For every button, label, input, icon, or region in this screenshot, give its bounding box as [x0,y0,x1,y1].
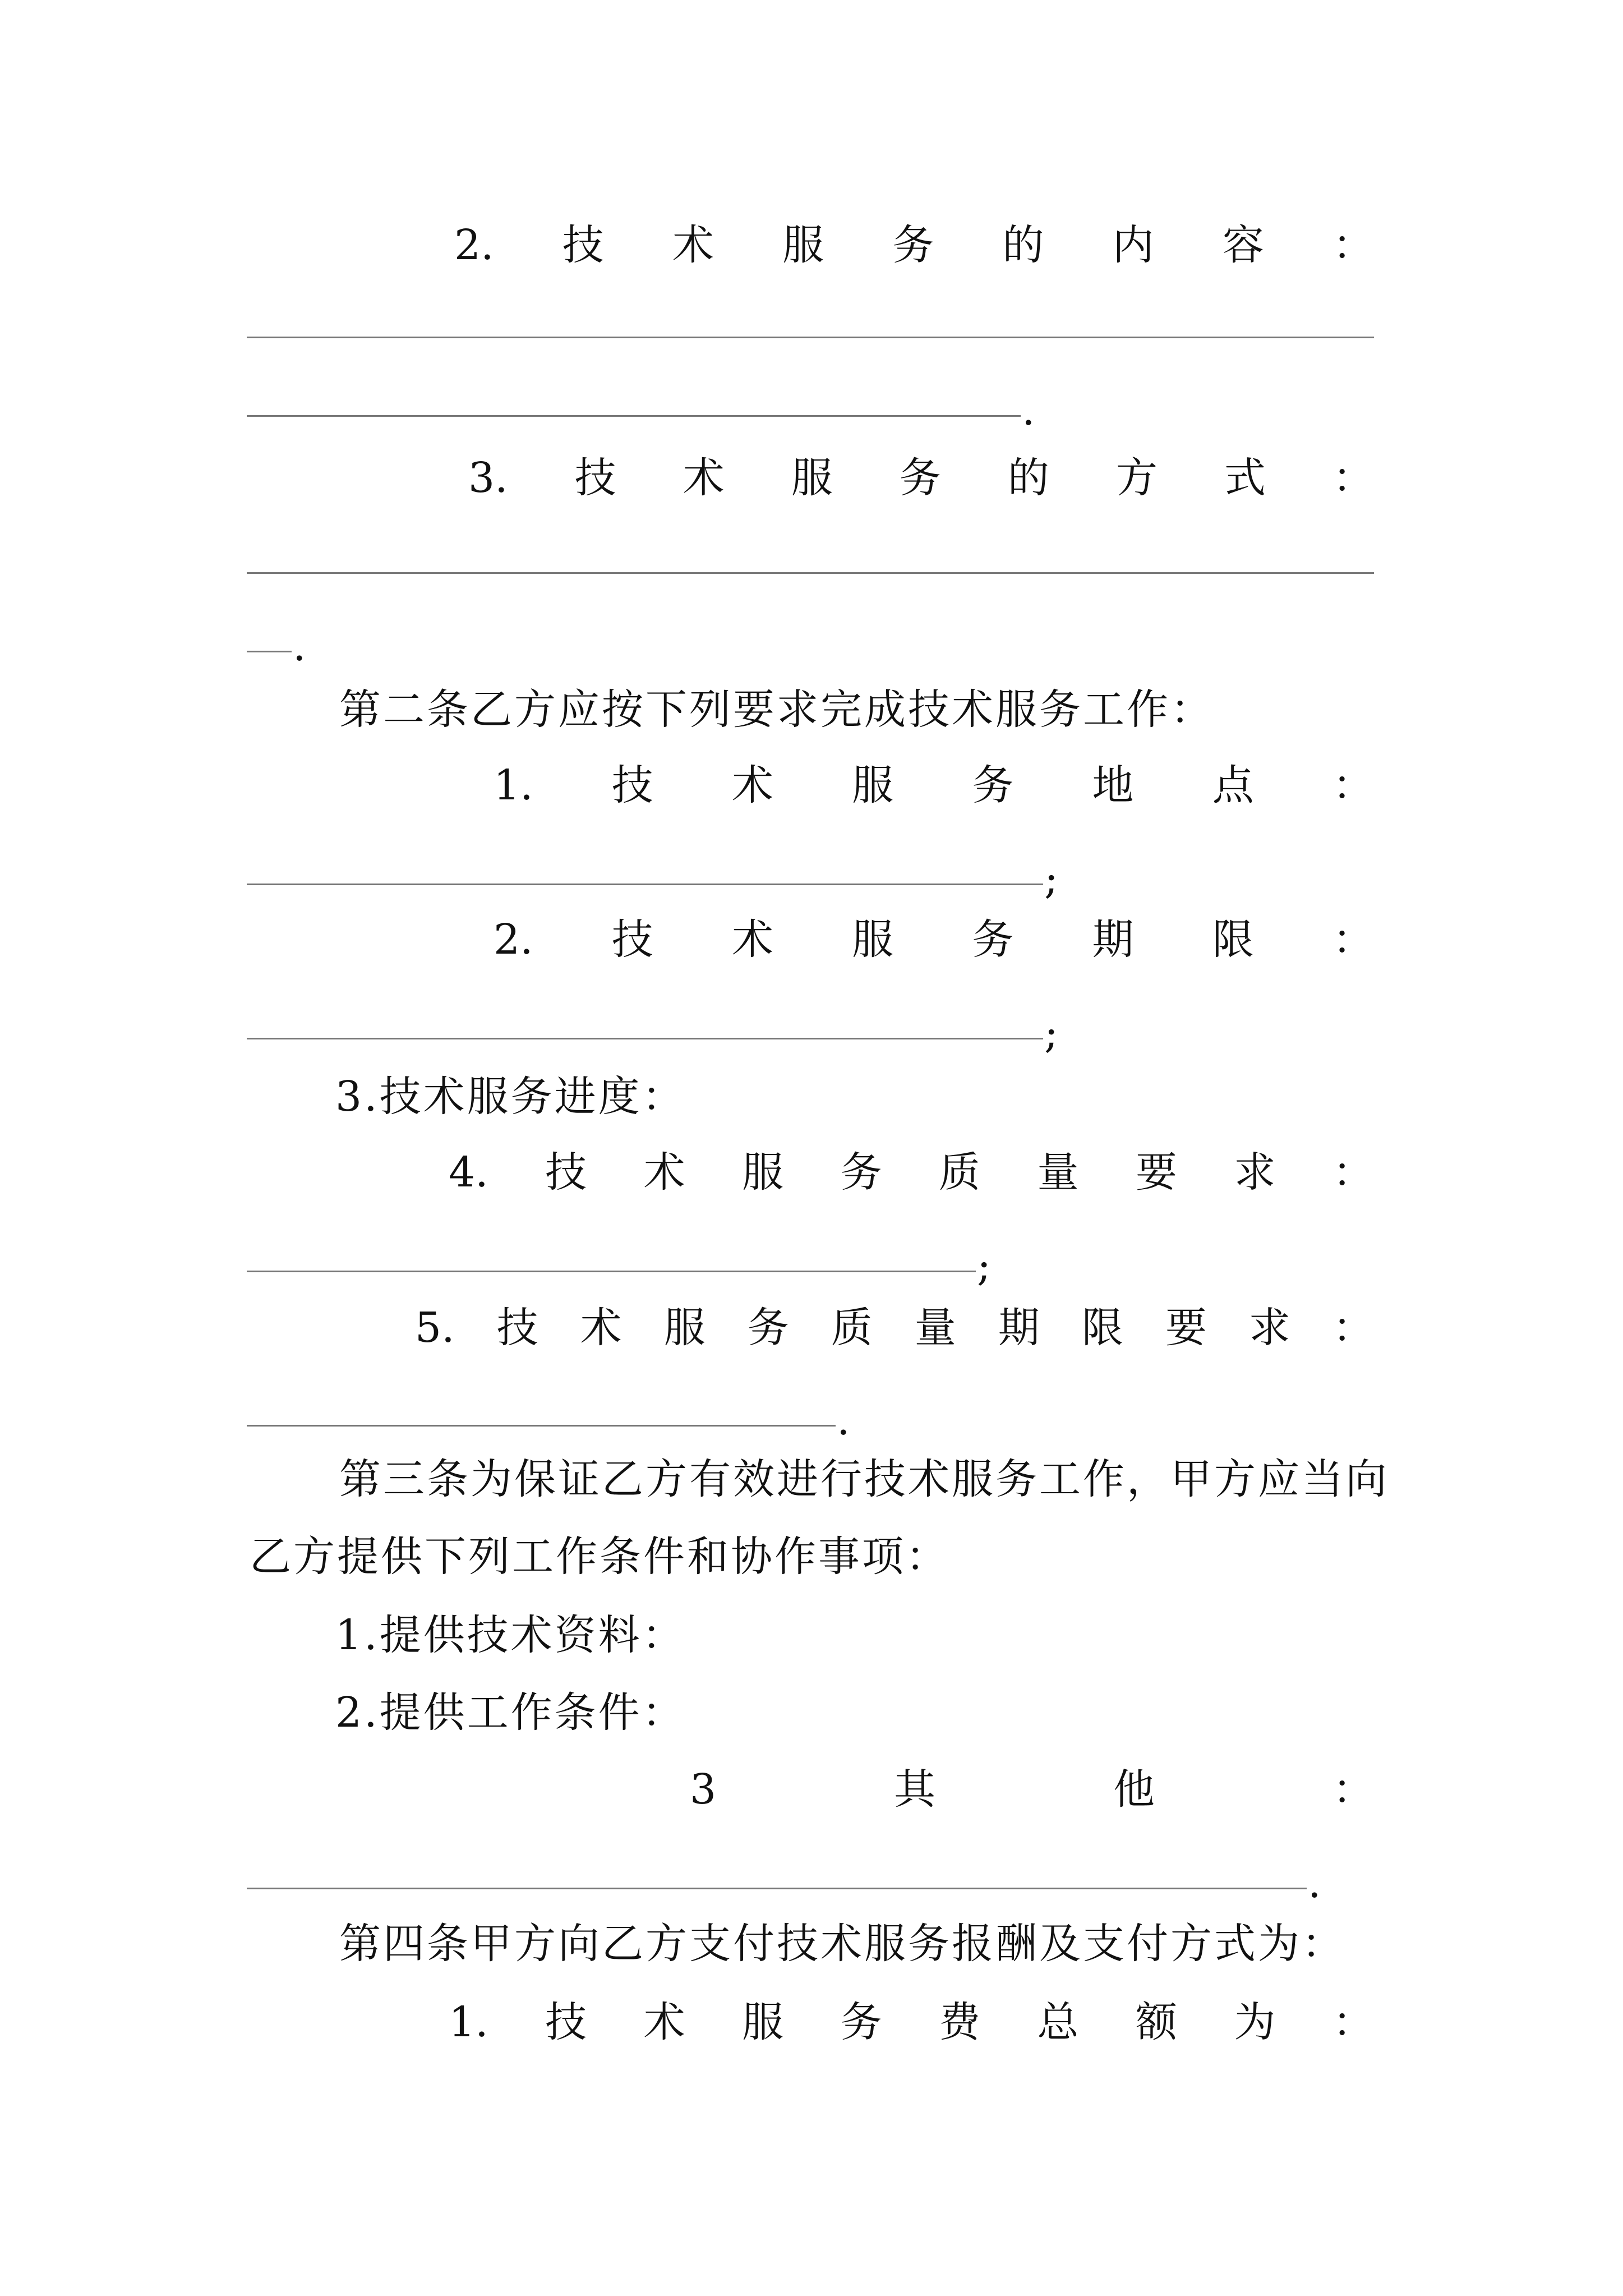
item-char: 费 [939,1998,981,2046]
article-3-line-1: 第三条为保证乙方有效进行技术服务工作，甲方应当向 [339,1455,1389,1503]
item-colon: ： [1332,1304,1374,1352]
item-char: 额 [1136,1998,1177,2046]
article-2: 第二条乙方应按下列要求完成技术服务工作： [339,685,1214,734]
end-punctuation: ; [977,1242,991,1290]
item-char: 地 [1092,761,1134,809]
heading-char: 术 [683,454,725,502]
item-char: 量 [914,1304,956,1352]
item-char: 服 [742,1998,784,2046]
heading-char: 务 [892,221,934,269]
item-other [247,1756,1374,1823]
heading-char: 务 [899,454,941,502]
item-char: 要 [1165,1304,1207,1352]
end-punctuation: ; [1044,855,1058,903]
heading-char: 术 [672,221,714,269]
fill-blank-line [247,337,1374,338]
item-number: 3 [690,1765,717,1814]
item-char: 务 [840,1148,882,1197]
end-punctuation: . [293,622,306,670]
item-fee-total [247,1989,1374,2056]
fill-blank-line [247,1271,976,1272]
end-punctuation: . [837,1396,850,1444]
heading-number: 2. [454,221,494,269]
item-char: 务 [747,1304,789,1352]
item-colon: ： [1332,1998,1374,2046]
item-char: 技 [545,1998,587,2046]
item-char: 期 [998,1304,1040,1352]
item-char: 求 [1234,1148,1276,1197]
item-number: 4. [449,1148,488,1197]
item-char: 技 [611,915,653,964]
item-char: 务 [972,761,1014,809]
item-char: 术 [643,1998,685,2046]
item-colon: ： [1332,1765,1374,1814]
heading-colon: ： [1332,454,1374,502]
heading-char: 技 [574,454,616,502]
item-char: 限 [1212,915,1254,964]
fill-blank-line [247,572,1374,574]
fill-blank-line [247,1425,836,1427]
item-quality-requirements [247,1139,1374,1206]
end-punctuation: . [1308,1859,1321,1907]
item-char: 服 [742,1148,784,1197]
item-char: 为 [1234,1998,1276,2046]
item-char: 服 [852,915,894,964]
item-char: 限 [1081,1304,1123,1352]
item-char: 量 [1037,1148,1079,1197]
item-char: 服 [663,1304,706,1352]
heading-service-content [247,211,1374,279]
item-colon: ： [1332,761,1374,809]
item-char: 服 [852,761,894,809]
item-char: 点 [1212,761,1254,809]
item-colon: ： [1332,1148,1374,1197]
item-char: 技 [545,1148,587,1197]
item-char: 求 [1248,1304,1290,1352]
end-punctuation: . [1022,386,1035,435]
item-char: 技 [496,1304,538,1352]
item-number: 1. [449,1998,488,2046]
fill-blank-line [247,884,1043,885]
item-char: 要 [1136,1148,1177,1197]
heading-char: 内 [1112,221,1154,269]
item-char: 术 [731,915,773,964]
heading-number: 3. [468,454,508,502]
item-char: 质 [939,1148,981,1197]
item-char: 务 [972,915,1014,964]
heading-char: 容 [1222,221,1264,269]
heading-char: 技 [562,221,604,269]
item-char: 术 [731,761,773,809]
item-char: 术 [580,1304,622,1352]
item-char: 质 [831,1304,873,1352]
heading-char: 的 [1002,221,1044,269]
item-char: 术 [643,1148,685,1197]
item-char: 总 [1037,1998,1079,2046]
item-service-progress: 3.技术服务进度： [335,1073,686,1121]
fill-blank-line [247,415,1021,417]
heading-service-method [247,444,1374,512]
item-number: 5. [415,1304,455,1352]
item-char: 期 [1092,915,1134,964]
fill-blank-line [247,651,292,652]
fill-blank-line [247,1888,1307,1889]
article-4: 第四条甲方向乙方支付技术服务报酬及支付方式为： [339,1920,1345,1968]
heading-char: 式 [1224,454,1266,502]
item-number: 2. [494,915,533,964]
end-punctuation: ; [1044,1009,1058,1057]
item-quality-period-requirements [247,1294,1374,1361]
item-char: 其 [894,1765,936,1814]
fill-blank-line [247,1038,1043,1039]
item-char: 技 [611,761,653,809]
heading-char: 服 [791,454,833,502]
item-service-location [247,752,1374,819]
item-number: 1. [494,761,533,809]
heading-char: 的 [1007,454,1049,502]
heading-colon: ： [1332,221,1374,269]
provide-working-conditions: 2.提供工作条件： [335,1688,686,1737]
heading-char: 服 [782,221,824,269]
item-service-period [247,906,1374,973]
provide-technical-materials: 1.提供技术资料： [335,1611,686,1659]
item-colon: ： [1332,915,1374,964]
heading-char: 方 [1115,454,1158,502]
article-3-line-2: 乙方提供下列工作条件和协作事项： [250,1533,949,1581]
item-char: 务 [840,1998,882,2046]
item-char: 他 [1113,1765,1155,1814]
